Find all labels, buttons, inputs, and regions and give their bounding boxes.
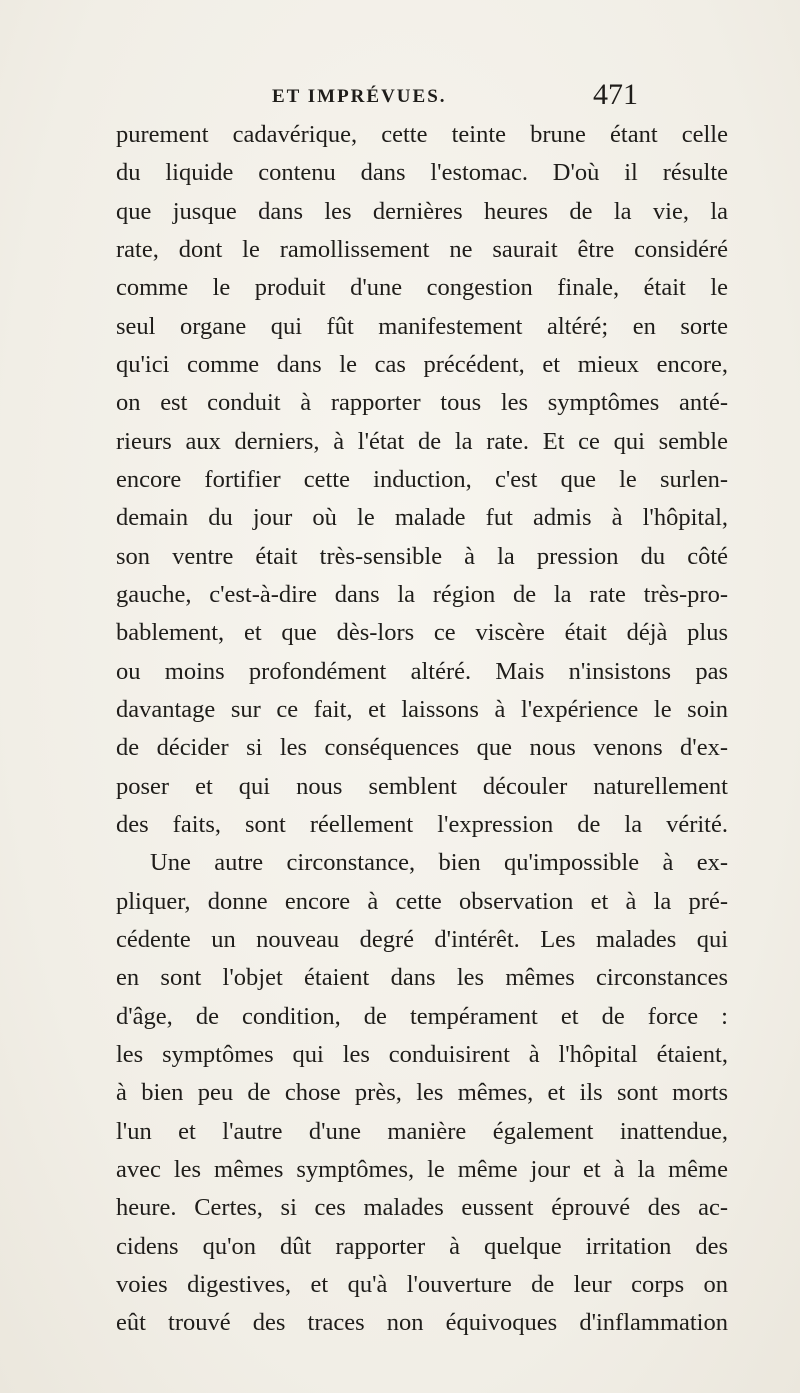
text-line: en sont l'objet étaient dans les mêmes circonstances [116, 964, 728, 992]
text-line: seul organe qui fût manifestement altéré; en sorte [116, 312, 728, 340]
text-line: l'un et l'autre d'une manière également inattendue, [116, 1117, 728, 1145]
text-line: avec les mêmes symptômes, le même jour et à la même [116, 1155, 728, 1183]
running-header [0, 78, 800, 112]
text-line: cidens qu'on dût rapporter à quelque irritation des [116, 1232, 728, 1260]
text-line: demain du jour où le malade fut admis à l'hôpital, [116, 504, 728, 532]
text-line: son ventre était très-sensible à la pression du côté [116, 542, 728, 570]
text-line: d'âge, de condition, de tempérament et de force : [116, 1002, 728, 1030]
text-line: bablement, et que dès-lors ce viscère était déjà plus [116, 619, 728, 647]
text-line: eût trouvé des traces non équivoques d'inflammation [116, 1309, 728, 1337]
text-line: heure. Certes, si ces malades eussent éprouvé des ac- [116, 1194, 728, 1222]
text-line: purement cadavérique, cette teinte brune étant celle [116, 121, 728, 148]
text-line: de décider si les conséquences que nous venons d'ex- [116, 734, 728, 762]
text-line: ou moins profondément altéré. Mais n'insistons pas [116, 657, 728, 685]
text-line: les symptômes qui les conduisirent à l'hôpital étaient, [116, 1040, 728, 1068]
text-line: on est conduit à rapporter tous les symptômes anté- [116, 389, 728, 417]
text-line: rieurs aux derniers, à l'état de la rate. Et ce qui semble [116, 427, 728, 455]
text-line: gauche, c'est-à-dire dans la région de la rate très-pro- [116, 580, 728, 608]
text-line: cédente un nouveau degré d'intérêt. Les malades qui [116, 925, 728, 953]
text-line: à bien peu de chose près, les mêmes, et ils sont morts [116, 1079, 728, 1107]
text-line: pliquer, donne encore à cette observation et à la pré- [116, 887, 728, 915]
text-line: comme le produit d'une congestion finale, était le [116, 274, 728, 302]
text-line: que jusque dans les dernières heures de la vie, la [116, 197, 728, 225]
page-number: 471 [593, 78, 638, 111]
text-line: du liquide contenu dans l'estomac. D'où il résulte [116, 159, 728, 187]
text-line: qu'ici comme dans le cas précédent, et mieux encore, [116, 350, 728, 378]
text-line: rate, dont le ramollissement ne saurait être considéré [116, 235, 728, 263]
body-text [116, 116, 728, 1343]
text-line: des faits, sont réellement l'expression de la vérité. [116, 810, 728, 838]
text-line: encore fortifier cette induction, c'est que le surlen- [116, 465, 728, 493]
paragraph-start-line: Une autre circonstance, bien qu'impossible à ex- [150, 849, 728, 877]
text-line: davantage sur ce fait, et laissons à l'expérience le soin [116, 695, 728, 723]
text-line: voies digestives, et qu'à l'ouverture de leur corps on [116, 1270, 728, 1298]
running-title: ET IMPRÉVUES. [272, 86, 447, 107]
text-line: poser et qui nous semblent découler naturellement [116, 772, 728, 800]
